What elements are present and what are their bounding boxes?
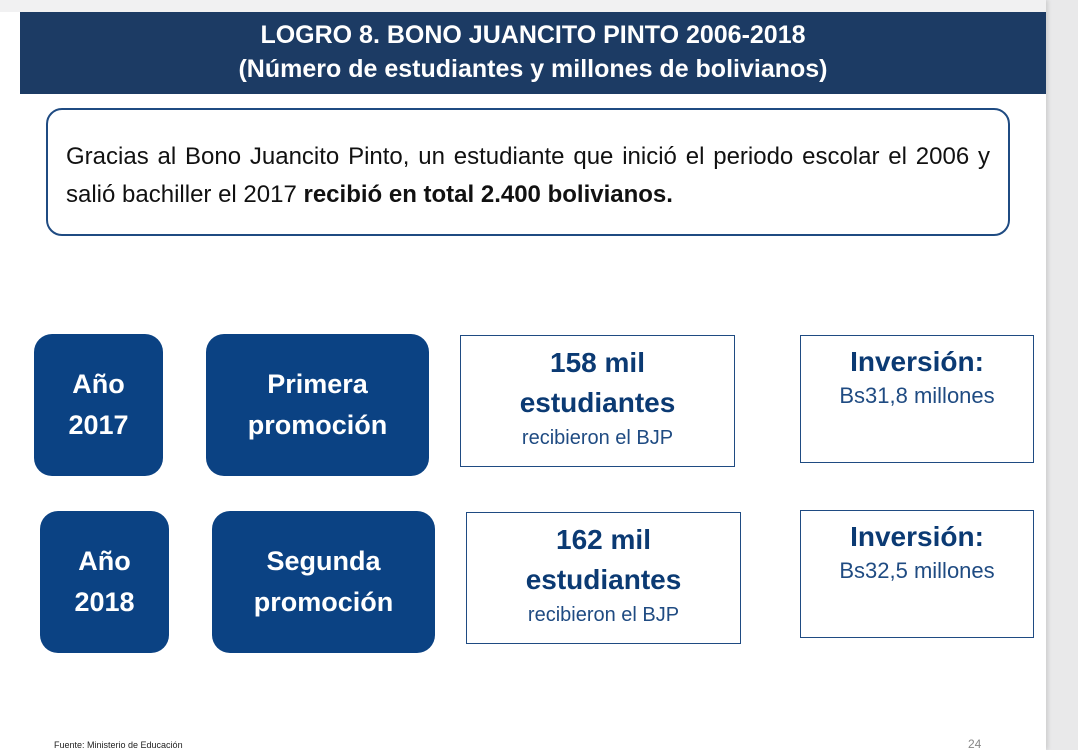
students-label: estudiantes <box>519 387 676 418</box>
intro-text: Gracias al Bono Juancito Pinto, un estudiante que inició el periodo escolar el 2006 y salió bachiller el 2017 <box>66 143 990 208</box>
slide-title: LOGRO 8. BONO JUANCITO PINTO 2006-2018 <box>260 21 806 49</box>
top-band <box>0 0 1046 12</box>
promotion-pill-second <box>212 511 435 653</box>
students-note: recibieron el BJP <box>521 427 674 449</box>
investment-value: Bs31,8 millones <box>839 383 995 408</box>
promotion-line-2: promoción <box>247 410 388 440</box>
investment-title: Inversión: <box>850 346 984 377</box>
slide-subtitle: (Número de estudiantes y millones de bolivianos) <box>238 55 828 83</box>
year-pill-2018 <box>40 511 169 653</box>
intro-callout <box>46 108 1010 236</box>
source-note: Fuente: Ministerio de Educación <box>54 740 183 750</box>
students-box-2018 <box>466 512 741 644</box>
slide-header <box>20 12 1046 94</box>
investment-title: Inversión: <box>850 521 984 552</box>
year-pill-2017 <box>34 334 163 476</box>
students-count: 162 mil <box>556 524 651 555</box>
year-value: 2018 <box>74 587 135 617</box>
students-count: 158 mil <box>550 347 645 378</box>
intro-bold-text: recibió en total 2.400 bolivianos. <box>303 181 673 208</box>
investment-box-2018 <box>800 510 1034 638</box>
year-value: 2017 <box>68 410 129 440</box>
promotion-line-1: Segunda <box>266 546 381 576</box>
students-note: recibieron el BJP <box>527 604 680 626</box>
promotion-pill-first <box>206 334 429 476</box>
investment-value: Bs32,5 millones <box>839 558 995 583</box>
promotion-line-1: Primera <box>267 369 368 399</box>
year-label: Año <box>78 546 131 576</box>
year-label: Año <box>72 369 125 399</box>
students-label: estudiantes <box>525 564 682 595</box>
investment-box-2017 <box>800 335 1034 463</box>
promotion-line-2: promoción <box>253 587 394 617</box>
students-box-2017 <box>460 335 735 467</box>
page-number: 24 <box>968 737 982 750</box>
